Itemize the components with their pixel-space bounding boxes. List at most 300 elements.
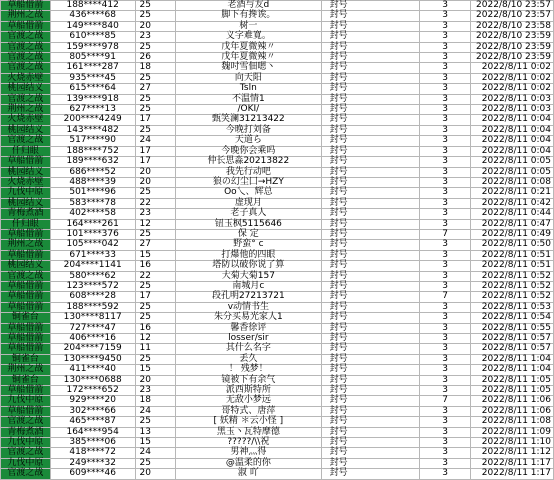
table-row[interactable]: [1, 84, 554, 94]
level-cell[interactable]: 23: [135, 209, 176, 219]
time-cell[interactable]: 2022/8/11 0:55: [470, 323, 553, 333]
account-cell[interactable]: 517****90: [50, 136, 135, 146]
days-cell[interactable]: 3: [420, 188, 470, 198]
days-cell[interactable]: 3: [420, 250, 470, 260]
time-cell[interactable]: 2022/8/11 1:10: [470, 438, 553, 448]
table-row[interactable]: [1, 94, 554, 104]
table-row[interactable]: [1, 344, 554, 354]
server-cell[interactable]: 仟归眼: [1, 146, 51, 156]
level-cell[interactable]: 24: [135, 406, 176, 416]
server-cell[interactable]: 九伐中原: [1, 396, 51, 406]
server-cell[interactable]: 草船借箭: [1, 302, 51, 312]
days-cell[interactable]: 3: [420, 177, 470, 187]
server-cell[interactable]: 桃园结义: [1, 125, 51, 135]
server-cell[interactable]: 草船借箭: [1, 1, 51, 11]
account-cell[interactable]: 204****1141: [50, 261, 135, 271]
action-cell[interactable]: 封号: [321, 177, 420, 187]
action-cell[interactable]: 封号: [321, 302, 420, 312]
level-cell[interactable]: 25: [135, 281, 176, 291]
action-cell[interactable]: 封号: [321, 84, 420, 94]
account-cell[interactable]: 501****96: [50, 188, 135, 198]
time-cell[interactable]: 2022/8/10 23:59: [470, 53, 553, 63]
account-cell[interactable]: 130****0688: [50, 375, 135, 385]
nickname-cell[interactable]: 南城月c: [176, 281, 322, 291]
account-cell[interactable]: 727****47: [50, 323, 135, 333]
level-cell[interactable]: 22: [135, 198, 176, 208]
action-cell[interactable]: 封号: [321, 115, 420, 125]
level-cell[interactable]: 25: [135, 94, 176, 104]
nickname-cell[interactable]: losser/sir: [176, 334, 322, 344]
action-cell[interactable]: 封号: [321, 261, 420, 271]
time-cell[interactable]: 2022/8/11 0:53: [470, 302, 553, 312]
account-cell[interactable]: 608****28: [50, 292, 135, 302]
days-cell[interactable]: 3: [420, 1, 470, 11]
days-cell[interactable]: 3: [420, 157, 470, 167]
days-cell[interactable]: 3: [420, 417, 470, 427]
server-cell[interactable]: 官渡之战: [1, 271, 51, 281]
table-row[interactable]: [1, 115, 554, 125]
action-cell[interactable]: 封号: [321, 21, 420, 31]
level-cell[interactable]: 25: [135, 229, 176, 239]
table-row[interactable]: [1, 469, 554, 479]
table-row[interactable]: [1, 354, 554, 364]
level-cell[interactable]: 26: [135, 53, 176, 63]
level-cell[interactable]: 11: [135, 344, 176, 354]
time-cell[interactable]: 2022/8/11 0:21: [470, 188, 553, 198]
nickname-cell[interactable]: 钮玉枫5115646: [176, 219, 322, 229]
action-cell[interactable]: 封号: [321, 11, 420, 21]
action-cell[interactable]: 封号: [321, 406, 420, 416]
time-cell[interactable]: 2022/8/11 0:05: [470, 157, 553, 167]
action-cell[interactable]: 封号: [321, 375, 420, 385]
time-cell[interactable]: 2022/8/10 23:58: [470, 21, 553, 31]
table-row[interactable]: [1, 417, 554, 427]
server-cell[interactable]: 铜雀台: [1, 313, 51, 323]
server-cell[interactable]: 火烧赤壁: [1, 73, 51, 83]
days-cell[interactable]: 3: [420, 448, 470, 458]
time-cell[interactable]: 2022/8/11 0:04: [470, 125, 553, 135]
level-cell[interactable]: 20: [135, 375, 176, 385]
action-cell[interactable]: 封号: [321, 63, 420, 73]
server-cell[interactable]: 草船借箭: [1, 386, 51, 396]
server-cell[interactable]: 九伐中原: [1, 438, 51, 448]
days-cell[interactable]: 3: [420, 354, 470, 364]
account-cell[interactable]: 805****91: [50, 53, 135, 63]
nickname-cell[interactable]: 男神灬得: [176, 448, 322, 458]
nickname-cell[interactable]: 镜被下有余气: [176, 375, 322, 385]
level-cell[interactable]: 25: [135, 354, 176, 364]
server-cell[interactable]: 桃园结义: [1, 261, 51, 271]
nickname-cell[interactable]: /OKI/: [176, 105, 322, 115]
action-cell[interactable]: 封号: [321, 219, 420, 229]
table-row[interactable]: [1, 167, 554, 177]
level-cell[interactable]: 25: [135, 188, 176, 198]
server-cell[interactable]: 官渡之战: [1, 53, 51, 63]
table-row[interactable]: [1, 334, 554, 344]
action-cell[interactable]: 封号: [321, 334, 420, 344]
action-cell[interactable]: 封号: [321, 229, 420, 239]
server-cell[interactable]: 官渡之战: [1, 417, 51, 427]
account-cell[interactable]: 671****33: [50, 250, 135, 260]
time-cell[interactable]: 2022/8/11 1:06: [470, 406, 553, 416]
table-row[interactable]: [1, 448, 554, 458]
time-cell[interactable]: 2022/8/11 1:17: [470, 469, 553, 479]
nickname-cell[interactable]: 今晚打刘备: [176, 125, 322, 135]
nickname-cell[interactable]: Tsln: [176, 84, 322, 94]
server-cell[interactable]: 青梅煮酒: [1, 209, 51, 219]
nickname-cell[interactable]: 大菊大菊157: [176, 271, 322, 281]
account-cell[interactable]: 189****632: [50, 157, 135, 167]
server-cell[interactable]: 官渡之战: [1, 469, 51, 479]
days-cell[interactable]: 3: [420, 63, 470, 73]
nickname-cell[interactable]: 义字难寬。: [176, 32, 322, 42]
days-cell[interactable]: 3: [420, 261, 470, 271]
time-cell[interactable]: 2022/8/11 1:05: [470, 386, 553, 396]
table-row[interactable]: [1, 313, 554, 323]
level-cell[interactable]: 25: [135, 11, 176, 21]
action-cell[interactable]: 封号: [321, 427, 420, 437]
action-cell[interactable]: 封号: [321, 73, 420, 83]
time-cell[interactable]: 2022/8/10 23:59: [470, 32, 553, 42]
time-cell[interactable]: 2022/8/11 0:42: [470, 198, 553, 208]
nickname-cell[interactable]: 保 定: [176, 229, 322, 239]
account-cell[interactable]: 436****68: [50, 11, 135, 21]
action-cell[interactable]: 封号: [321, 448, 420, 458]
action-cell[interactable]: 封号: [321, 365, 420, 375]
action-cell[interactable]: 封号: [321, 458, 420, 468]
account-cell[interactable]: 610****85: [50, 32, 135, 42]
table-row[interactable]: [1, 1, 554, 11]
table-row[interactable]: [1, 136, 554, 146]
account-cell[interactable]: 130****9450: [50, 354, 135, 364]
nickname-cell[interactable]: 戊年夏微辣〃: [176, 53, 322, 63]
server-cell[interactable]: 荆州之战: [1, 105, 51, 115]
days-cell[interactable]: 7: [420, 292, 470, 302]
nickname-cell[interactable]: @温柔的你: [176, 458, 322, 468]
table-row[interactable]: [1, 271, 554, 281]
server-cell[interactable]: 荆州之战: [1, 240, 51, 250]
time-cell[interactable]: 2022/8/11 0:04: [470, 146, 553, 156]
action-cell[interactable]: 封号: [321, 386, 420, 396]
nickname-cell[interactable]: 向天阳: [176, 73, 322, 83]
server-cell[interactable]: 草船借箭: [1, 406, 51, 416]
action-cell[interactable]: 封号: [321, 1, 420, 11]
days-cell[interactable]: 3: [420, 42, 470, 52]
action-cell[interactable]: 封号: [321, 323, 420, 333]
nickname-cell[interactable]: 朱分买易光家人1: [176, 313, 322, 323]
days-cell[interactable]: 3: [420, 386, 470, 396]
action-cell[interactable]: 封号: [321, 313, 420, 323]
time-cell[interactable]: 2022/8/11 1:08: [470, 417, 553, 427]
level-cell[interactable]: 16: [135, 323, 176, 333]
time-cell[interactable]: 2022/8/11 0:47: [470, 219, 553, 229]
table-row[interactable]: [1, 21, 554, 31]
level-cell[interactable]: 23: [135, 32, 176, 42]
account-cell[interactable]: 686****52: [50, 167, 135, 177]
time-cell[interactable]: 2022/8/11 1:12: [470, 448, 553, 458]
action-cell[interactable]: 封号: [321, 209, 420, 219]
table-row[interactable]: [1, 240, 554, 250]
nickname-cell[interactable]: 无敌小梦远: [176, 396, 322, 406]
action-cell[interactable]: 封号: [321, 136, 420, 146]
account-cell[interactable]: 580****62: [50, 271, 135, 281]
server-cell[interactable]: 官渡之战: [1, 136, 51, 146]
nickname-cell[interactable]: 塔防以破你说了算: [176, 261, 322, 271]
server-cell[interactable]: 九伐中原: [1, 458, 51, 468]
time-cell[interactable]: 2022/8/11 0:02: [470, 84, 553, 94]
time-cell[interactable]: 2022/8/10 23:57: [470, 11, 553, 21]
table-row[interactable]: [1, 396, 554, 406]
time-cell[interactable]: 2022/8/11 0:52: [470, 292, 553, 302]
days-cell[interactable]: 3: [420, 198, 470, 208]
action-cell[interactable]: 封号: [321, 344, 420, 354]
server-cell[interactable]: 草船借箭: [1, 344, 51, 354]
level-cell[interactable]: 25: [135, 313, 176, 323]
account-cell[interactable]: 609****46: [50, 469, 135, 479]
nickname-cell[interactable]: Oo乀、辉总: [176, 188, 322, 198]
server-cell[interactable]: 铜雀台: [1, 354, 51, 364]
level-cell[interactable]: 20: [135, 167, 176, 177]
level-cell[interactable]: 20: [135, 21, 176, 31]
server-cell[interactable]: 火烧赤壁: [1, 177, 51, 187]
days-cell[interactable]: 3: [420, 302, 470, 312]
level-cell[interactable]: 24: [135, 136, 176, 146]
action-cell[interactable]: 封号: [321, 240, 420, 250]
level-cell[interactable]: 27: [135, 84, 176, 94]
account-cell[interactable]: 159****978: [50, 42, 135, 52]
time-cell[interactable]: 2022/8/11 0:52: [470, 281, 553, 291]
account-cell[interactable]: 101****376: [50, 229, 135, 239]
server-cell[interactable]: 桃园结义: [1, 198, 51, 208]
time-cell[interactable]: 2022/8/11 0:08: [470, 177, 553, 187]
time-cell[interactable]: 2022/8/11 1:04: [470, 365, 553, 375]
nickname-cell[interactable]: 其什么名字: [176, 344, 322, 354]
days-cell[interactable]: 3: [420, 271, 470, 281]
days-cell[interactable]: 3: [420, 344, 470, 354]
level-cell[interactable]: 25: [135, 42, 176, 52]
time-cell[interactable]: 2022/8/11 0:03: [470, 105, 553, 115]
level-cell[interactable]: 18: [135, 396, 176, 406]
account-cell[interactable]: 204****7159: [50, 344, 135, 354]
table-row[interactable]: [1, 209, 554, 219]
nickname-cell[interactable]: v动情书生: [176, 302, 322, 312]
server-cell[interactable]: 荆州之战: [1, 365, 51, 375]
time-cell[interactable]: 2022/8/11 0:04: [470, 136, 553, 146]
table-row[interactable]: [1, 375, 554, 385]
server-cell[interactable]: 草船借箭: [1, 281, 51, 291]
action-cell[interactable]: 封号: [321, 292, 420, 302]
level-cell[interactable]: 15: [135, 250, 176, 260]
time-cell[interactable]: 2022/8/11 0:51: [470, 261, 553, 271]
days-cell[interactable]: 3: [420, 219, 470, 229]
days-cell[interactable]: 3: [420, 136, 470, 146]
account-cell[interactable]: 615****64: [50, 84, 135, 94]
time-cell[interactable]: 2022/8/11 0:57: [470, 334, 553, 344]
account-cell[interactable]: 402****58: [50, 209, 135, 219]
level-cell[interactable]: 25: [135, 417, 176, 427]
days-cell[interactable]: 3: [420, 53, 470, 63]
level-cell[interactable]: 20: [135, 469, 176, 479]
action-cell[interactable]: 封号: [321, 354, 420, 364]
nickname-cell[interactable]: ?????/\\祝: [176, 438, 322, 448]
time-cell[interactable]: 2022/8/11 1:05: [470, 375, 553, 385]
level-cell[interactable]: 25: [135, 125, 176, 135]
table-row[interactable]: [1, 73, 554, 83]
action-cell[interactable]: 封号: [321, 105, 420, 115]
action-cell[interactable]: 封号: [321, 396, 420, 406]
days-cell[interactable]: 3: [420, 323, 470, 333]
nickname-cell[interactable]: 淑 吖: [176, 469, 322, 479]
table-row[interactable]: [1, 261, 554, 271]
time-cell[interactable]: 2022/8/11 1:04: [470, 354, 553, 364]
action-cell[interactable]: 封号: [321, 157, 420, 167]
days-cell[interactable]: 3: [420, 167, 470, 177]
nickname-cell[interactable]: 戊年夏微辣〃: [176, 42, 322, 52]
nickname-cell[interactable]: 不温情1: [176, 94, 322, 104]
days-cell[interactable]: 7: [420, 229, 470, 239]
account-cell[interactable]: 164****954: [50, 427, 135, 437]
level-cell[interactable]: 15: [135, 438, 176, 448]
table-row[interactable]: [1, 219, 554, 229]
action-cell[interactable]: 封号: [321, 94, 420, 104]
account-cell[interactable]: 465****87: [50, 417, 135, 427]
server-cell[interactable]: 仟归眼: [1, 219, 51, 229]
action-cell[interactable]: 封号: [321, 188, 420, 198]
nickname-cell[interactable]: 仲长思淼20213822: [176, 157, 322, 167]
account-cell[interactable]: 200****4249: [50, 115, 135, 125]
nickname-cell[interactable]: [ 妖精 ＊云小怪 ]: [176, 417, 322, 427]
days-cell[interactable]: 3: [420, 115, 470, 125]
action-cell[interactable]: 封号: [321, 42, 420, 52]
table-row[interactable]: [1, 323, 554, 333]
level-cell[interactable]: 13: [135, 427, 176, 437]
days-cell[interactable]: 3: [420, 469, 470, 479]
time-cell[interactable]: 2022/8/11 0:57: [470, 344, 553, 354]
level-cell[interactable]: 17: [135, 115, 176, 125]
time-cell[interactable]: 2022/8/11 0:49: [470, 229, 553, 239]
action-cell[interactable]: 封号: [321, 250, 420, 260]
account-cell[interactable]: 188****412: [50, 1, 135, 11]
server-cell[interactable]: 九伐中原: [1, 188, 51, 198]
table-row[interactable]: [1, 157, 554, 167]
nickname-cell[interactable]: 老酒与友d: [176, 1, 322, 11]
level-cell[interactable]: 22: [135, 271, 176, 281]
time-cell[interactable]: 2022/8/11 1:17: [470, 458, 553, 468]
days-cell[interactable]: 3: [420, 281, 470, 291]
account-cell[interactable]: 161****287: [50, 63, 135, 73]
nickname-cell[interactable]: 打爆他的四眼: [176, 250, 322, 260]
time-cell[interactable]: 2022/8/11 0:02: [470, 63, 553, 73]
days-cell[interactable]: 3: [420, 21, 470, 31]
server-cell[interactable]: 火烧赤壁: [1, 115, 51, 125]
table-row[interactable]: [1, 177, 554, 187]
nickname-cell[interactable]: 黑玉丶瓦特摩德: [176, 427, 322, 437]
account-cell[interactable]: 130****8117: [50, 313, 135, 323]
time-cell[interactable]: 2022/8/11 0:44: [470, 209, 553, 219]
days-cell[interactable]: 3: [420, 32, 470, 42]
level-cell[interactable]: 20: [135, 177, 176, 187]
table-row[interactable]: [1, 198, 554, 208]
days-cell[interactable]: 3: [420, 406, 470, 416]
time-cell[interactable]: 2022/8/11 1:09: [470, 427, 553, 437]
level-cell[interactable]: 25: [135, 73, 176, 83]
level-cell[interactable]: 16: [135, 261, 176, 271]
server-cell[interactable]: 桃园结义: [1, 167, 51, 177]
time-cell[interactable]: 2022/8/11 0:03: [470, 94, 553, 104]
account-cell[interactable]: 139****918: [50, 94, 135, 104]
nickname-cell[interactable]: 哥特式、唐萍: [176, 406, 322, 416]
days-cell[interactable]: 7: [420, 396, 470, 406]
nickname-cell[interactable]: 魏吋雪佃嗯丶: [176, 63, 322, 73]
table-row[interactable]: [1, 292, 554, 302]
account-cell[interactable]: 411****40: [50, 365, 135, 375]
time-cell[interactable]: 2022/8/11 0:54: [470, 313, 553, 323]
nickname-cell[interactable]: 虚现月: [176, 198, 322, 208]
table-row[interactable]: [1, 11, 554, 21]
account-cell[interactable]: 143****482: [50, 125, 135, 135]
account-cell[interactable]: 188****592: [50, 302, 135, 312]
action-cell[interactable]: 封号: [321, 469, 420, 479]
nickname-cell[interactable]: 树一: [176, 21, 322, 31]
table-row[interactable]: [1, 188, 554, 198]
nickname-cell[interactable]: 今晚你会乘吗: [176, 146, 322, 156]
account-cell[interactable]: 583****78: [50, 198, 135, 208]
action-cell[interactable]: 封号: [321, 125, 420, 135]
level-cell[interactable]: 27: [135, 240, 176, 250]
server-cell[interactable]: 草船借箭: [1, 21, 51, 31]
server-cell[interactable]: 青梅煮酒: [1, 427, 51, 437]
days-cell[interactable]: 3: [420, 240, 470, 250]
action-cell[interactable]: 封号: [321, 146, 420, 156]
time-cell[interactable]: 2022/8/11 0:05: [470, 167, 553, 177]
days-cell[interactable]: 3: [420, 73, 470, 83]
account-cell[interactable]: 935****45: [50, 73, 135, 83]
level-cell[interactable]: 12: [135, 334, 176, 344]
account-cell[interactable]: 302****66: [50, 406, 135, 416]
server-cell[interactable]: 官渡之战: [1, 63, 51, 73]
level-cell[interactable]: 17: [135, 146, 176, 156]
server-cell[interactable]: 草船借箭: [1, 157, 51, 167]
days-cell[interactable]: 3: [420, 105, 470, 115]
nickname-cell[interactable]: 脚下有搀诶。: [176, 11, 322, 21]
level-cell[interactable]: 17: [135, 292, 176, 302]
account-cell[interactable]: 172****652: [50, 386, 135, 396]
table-row[interactable]: [1, 125, 554, 135]
action-cell[interactable]: 封号: [321, 271, 420, 281]
time-cell[interactable]: 2022/8/11 0:50: [470, 240, 553, 250]
level-cell[interactable]: 23: [135, 386, 176, 396]
server-cell[interactable]: 桃园结义: [1, 84, 51, 94]
table-row[interactable]: [1, 42, 554, 52]
table-row[interactable]: [1, 386, 554, 396]
action-cell[interactable]: 封号: [321, 281, 420, 291]
days-cell[interactable]: 3: [420, 365, 470, 375]
time-cell[interactable]: 2022/8/11 0:51: [470, 250, 553, 260]
level-cell[interactable]: 12: [135, 219, 176, 229]
time-cell[interactable]: 2022/8/11 0:52: [470, 271, 553, 281]
nickname-cell[interactable]: 天道ら: [176, 136, 322, 146]
table-row[interactable]: [1, 427, 554, 437]
nickname-cell[interactable]: 段孔明27213721: [176, 292, 322, 302]
nickname-cell[interactable]: ！ 残梦！: [176, 365, 322, 375]
time-cell[interactable]: 2022/8/11 0:04: [470, 115, 553, 125]
nickname-cell[interactable]: 丢久: [176, 354, 322, 364]
days-cell[interactable]: 3: [420, 209, 470, 219]
time-cell[interactable]: 2022/8/10 23:59: [470, 42, 553, 52]
table-row[interactable]: [1, 365, 554, 375]
days-cell[interactable]: 3: [420, 94, 470, 104]
time-cell[interactable]: 2022/8/10 23:57: [470, 1, 553, 11]
